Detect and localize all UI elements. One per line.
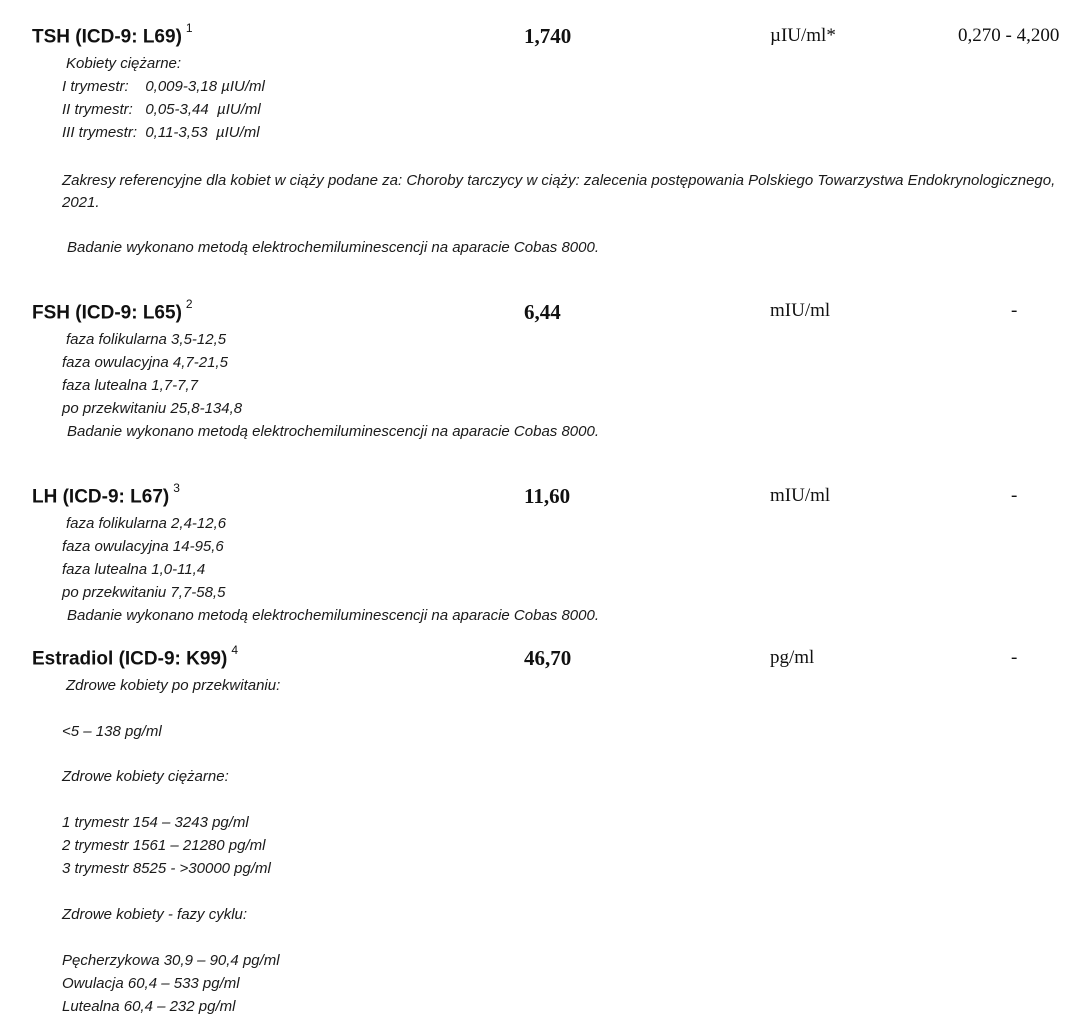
reference-range-fsh: - [1011,300,1018,321]
note-line: I trymestr: 0,009-3,18 µIU/ml [62,78,265,95]
note-line: II trymestr: 0,05-3,44 µIU/ml [62,101,261,118]
note-line: Owulacja 60,4 – 533 pg/ml [62,975,240,992]
test-name-estradiol [32,643,238,670]
test-name-tsh [32,21,193,48]
note-line: faza lutealna 1,7-7,7 [62,377,198,394]
result-value-tsh: 1,740 [524,24,572,48]
note-line: Zdrowe kobiety po przekwitaniu: [66,677,281,694]
unit-lh: mIU/ml [770,485,831,506]
note-line: faza folikularna 3,5-12,5 [66,331,227,348]
reference-range-estradiol: - [1011,647,1018,668]
note-line: po przekwitaniu 25,8-134,8 [62,400,243,417]
note-line: III trymestr: 0,11-3,53 µIU/ml [62,124,260,141]
note-line: Zdrowe kobiety - fazy cyklu: [62,906,248,923]
test-name-lh [32,481,180,508]
reference-range-lh: - [1011,485,1018,506]
footnote-marker: 2 [185,297,193,311]
method-note: Badanie wykonano metodą elektrochemiluminescencji na aparacie Cobas 8000. [67,239,599,256]
reference-range-tsh: 0,270 - 4,200 [958,25,1060,46]
note-line: 3 trymestr 8525 - >30000 pg/ml [62,860,271,877]
footnote-marker: 3 [173,481,180,495]
method-note: Badanie wykonano metodą elektrochemiluminescencji na aparacie Cobas 8000. [67,607,599,624]
note-line: Pęcherzykowa 30,9 – 90,4 pg/ml [62,952,280,969]
test-name-fsh [32,297,193,324]
note-line: po przekwitaniu 7,7-58,5 [62,584,226,601]
reference-note: Zakresy referencyjne dla kobiet w ciąży podane za: Choroby tarczycy w ciąży: zalecenia postępowania Polskiego Towarzystwa Endokrynologicznego, 2021. [62,172,1056,211]
note-line: faza lutealna 1,0-11,4 [62,561,206,578]
note-line: <5 – 138 pg/ml [62,723,162,740]
result-value-fsh: 6,44 [524,300,561,324]
note-line: faza owulacyjna 4,7-21,5 [62,354,228,371]
footnote-marker: 4 [231,643,238,657]
note-line: Lutealna 60,4 – 232 pg/ml [62,998,236,1015]
note-line: faza folikularna 2,4-12,6 [66,515,227,532]
unit-tsh: µIU/ml* [770,25,836,46]
note-line: Zdrowe kobiety ciężarne: [62,768,229,785]
note-line: faza owulacyjna 14-95,6 [62,538,224,555]
footnote-marker: 1 [185,21,193,35]
unit-fsh: mIU/ml [770,300,831,321]
method-note: Badanie wykonano metodą elektrochemiluminescencji na aparacie Cobas 8000. [67,423,599,440]
test-name-text: FSH (ICD-9: L65) [32,302,182,324]
test-name-text: TSH (ICD-9: L69) [32,26,182,48]
note-line: 2 trymestr 1561 – 21280 pg/ml [62,837,266,854]
unit-estradiol: pg/ml [770,647,815,668]
test-name-text: LH (ICD-9: L67) [32,486,170,508]
note-line: 1 trymestr 154 – 3243 pg/ml [62,814,249,831]
note-line: Kobiety ciężarne: [66,55,182,72]
result-value-lh: 11,60 [524,484,571,508]
test-name-text: Estradiol (ICD-9: K99) [32,648,228,670]
result-value-estradiol: 46,70 [524,646,572,670]
